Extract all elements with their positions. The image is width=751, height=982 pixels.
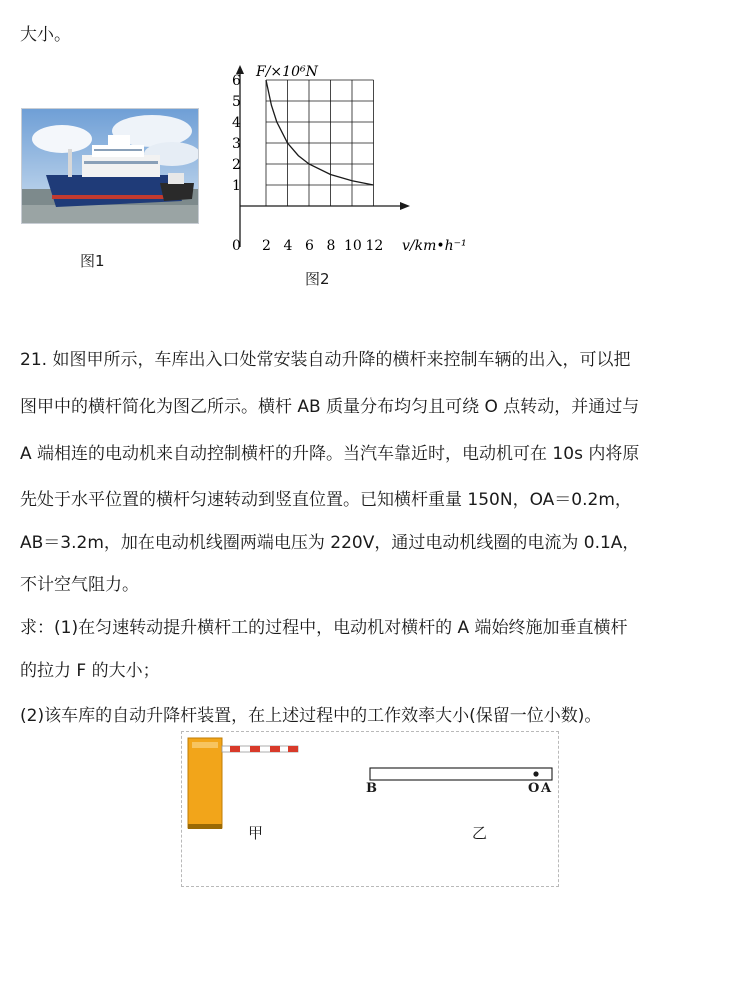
point-o-label: O — [528, 781, 540, 796]
top-text-fragment: 大小。 — [20, 25, 71, 45]
y-tick-label: 4 — [232, 115, 241, 131]
question-line-8: 的拉力 F 的大小； — [20, 661, 160, 681]
point-a-label: A — [541, 781, 552, 796]
label-yi: 乙 — [472, 824, 488, 842]
label-jia: 甲 — [248, 824, 264, 842]
figure1-caption: 图1 — [80, 252, 105, 270]
lever-diagram — [370, 768, 552, 780]
x-tick-label: 8 — [326, 238, 336, 254]
y-tick-label: 1 — [232, 178, 241, 194]
question-line-4: 先处于水平位置的横杆匀速转动到竖直位置。已知横杆重量 150N，OA＝0.2m， — [20, 490, 632, 510]
x-tick-label: 6 — [305, 238, 314, 254]
barrier-diagram-frame — [181, 731, 559, 887]
point-b-label: B — [366, 781, 377, 796]
y-tick-label: 6 — [232, 73, 241, 89]
x-axis-label: v/km•h⁻¹ — [402, 238, 467, 254]
question-line-7: 求：(1)在匀速转动提升横杆工的过程中，电动机对横杆的 A 端始终施加垂直横杆 — [20, 618, 628, 638]
question-line-6: 不计空气阻力。 — [20, 575, 139, 595]
question-line-1: 21. 如图甲所示，车库出入口处常安装自动升降的横杆来控制车辆的出入，可以把 — [20, 350, 631, 370]
force-speed-curve — [266, 80, 374, 185]
y-axis-label: F/×10⁶N — [256, 64, 318, 80]
origin-label: 0 — [232, 238, 241, 254]
ship-photo — [21, 108, 199, 224]
y-tick-label: 3 — [232, 136, 241, 152]
question-line-9: (2)该车库的自动升降杆装置，在上述过程中的工作效率大小(保留一位小数)。 — [20, 706, 602, 726]
x-tick-label: 12 — [365, 238, 384, 254]
figure2-caption: 图2 — [305, 270, 330, 288]
x-tick-label: 4 — [283, 238, 293, 254]
x-tick-label: 2 — [262, 238, 271, 254]
x-axis-arrow — [400, 202, 410, 210]
graph-grid — [266, 80, 374, 206]
force-speed-graph — [226, 62, 476, 262]
y-tick-label: 2 — [232, 157, 241, 173]
pivot-point — [533, 771, 538, 776]
question-line-3: A 端相连的电动机来自动控制横杆的升降。当汽车靠近时，电动机可在 10s 内将原 — [20, 444, 640, 464]
barrier-gate-drawing — [188, 738, 298, 829]
question-line-5: AB＝3.2m，加在电动机线圈两端电压为 220V，通过电动机线圈的电流为 0.1A， — [20, 533, 640, 553]
y-tick-label: 5 — [232, 94, 241, 110]
x-tick-label: 10 — [344, 238, 362, 254]
question-line-2: 图甲中的横杆简化为图乙所示。横杆 AB 质量分布均匀且可绕 O 点转动，并通过与 — [20, 397, 640, 417]
